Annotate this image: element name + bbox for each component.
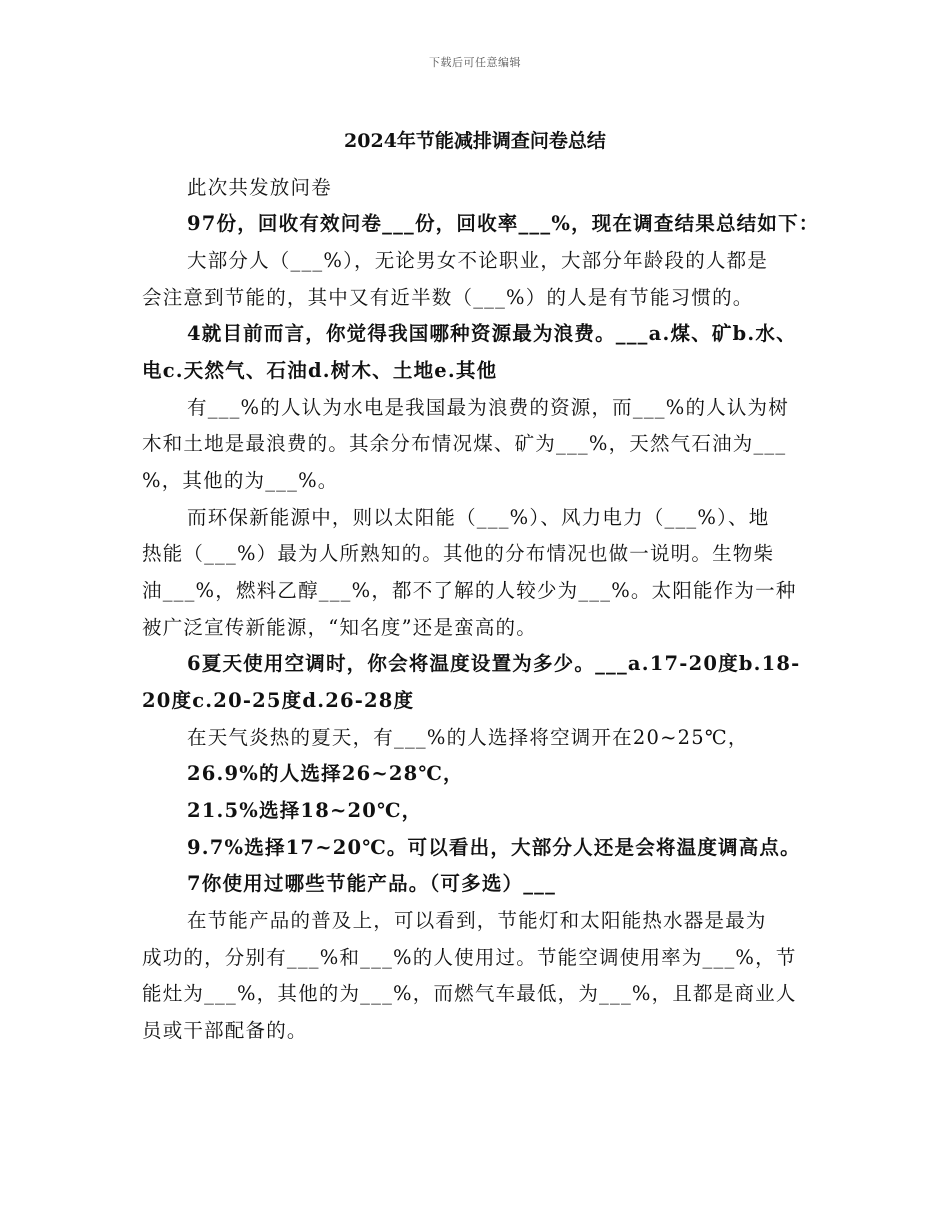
paragraph-line: 能灶为___%，其他的为___%，而燃气车最低，为___%，且都是商业人 bbox=[142, 982, 797, 1005]
paragraph-line: 员或干部配备的。 bbox=[142, 1019, 308, 1042]
paragraph-line: 被广泛宣传新能源，“知名度”还是蛮高的。 bbox=[142, 616, 537, 639]
question-line: 电c.天然气、石油d.树木、土地e.其他 bbox=[142, 359, 498, 382]
paragraph-line: 会注意到节能的，其中又有近半数（___%）的人是有节能习惯的。 bbox=[142, 286, 754, 309]
question-line: 7你使用过哪些节能产品。（可多选）___ bbox=[187, 872, 557, 895]
paragraph-line: 在天气炎热的夏天，有___%的人选择将空调开在20~25℃， bbox=[187, 726, 749, 749]
question-line: 20度c.20-25度d.26-28度 bbox=[142, 689, 415, 712]
paragraph-line: 油___%，燃料乙醇___%，都不了解的人较少为___%。太阳能作为一种 bbox=[142, 579, 797, 602]
paragraph-line: 成功的，分别有___%和___%的人使用过。节能空调使用率为___%，节 bbox=[142, 946, 797, 969]
header-note: 下载后可任意编辑 bbox=[429, 56, 521, 69]
paragraph-line: 此次共发放问卷 bbox=[187, 176, 332, 199]
paragraph-line: 有___%的人认为水电是我国最为浪费的资源，而___%的人认为树 bbox=[187, 396, 789, 419]
paragraph-line: 26.9%的人选择26~28℃， bbox=[187, 762, 464, 785]
paragraph-line: 9.7%选择17~20℃。可以看出，大部分人还是会将温度调高点。 bbox=[187, 836, 801, 859]
paragraph-line: 而环保新能源中，则以太阳能（___%）、风力电力（___%）、地 bbox=[187, 506, 770, 529]
document-title: 2024年节能减排调查问卷总结 bbox=[344, 130, 606, 152]
paragraph-line: 21.5%选择18~20℃， bbox=[187, 799, 423, 822]
question-line: 4就目前而言，你觉得我国哪种资源最为浪费。___a.煤、矿b.水、 bbox=[187, 322, 797, 345]
paragraph-line: 97份，回收有效问卷___份，回收率___%，现在调查结果总结如下： bbox=[187, 212, 820, 235]
paragraph-line: 大部分人（___%），无论男女不论职业，大部分年龄段的人都是 bbox=[187, 249, 769, 272]
question-line: 6夏天使用空调时，你会将温度设置为多少。___a.17-20度b.18- bbox=[187, 652, 801, 675]
paragraph-line: 木和土地是最浪费的。其余分布情况煤、矿为___%，天然气石油为___ bbox=[142, 432, 787, 455]
paragraph-line: 在节能产品的普及上，可以看到，节能灯和太阳能热水器是最为 bbox=[187, 909, 767, 932]
paragraph-line: 热能（___%）最为人所熟知的。其他的分布情况也做一说明。生物柴 bbox=[142, 542, 775, 565]
paragraph-line: %，其他的为___%。 bbox=[142, 469, 339, 492]
